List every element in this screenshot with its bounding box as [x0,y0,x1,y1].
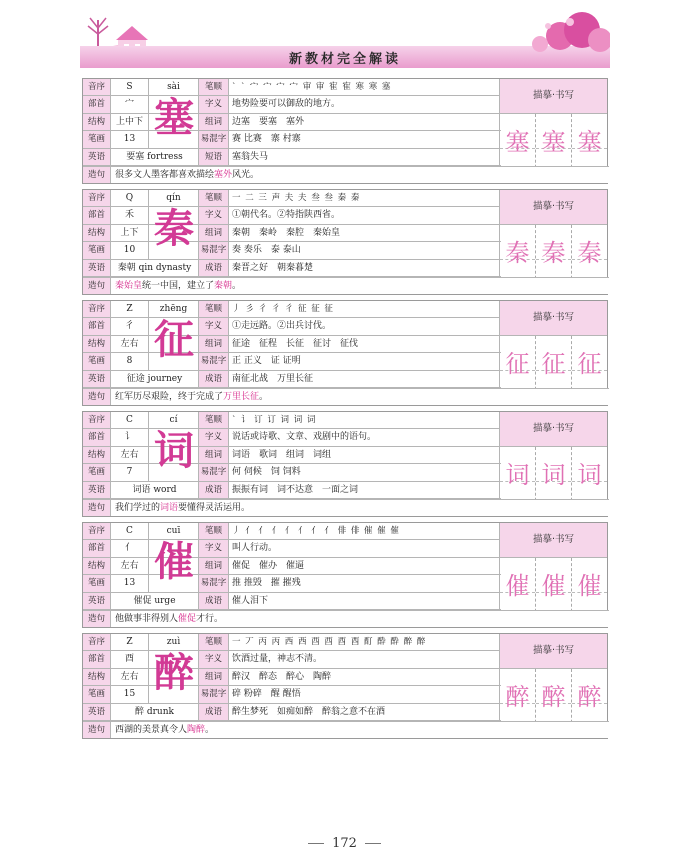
trace-character: 秦 [541,238,566,267]
value-zaoju [111,611,223,627]
label-bishun: 笔顺 [199,412,229,428]
label-phrase: 成语 [199,704,229,720]
page-title: 新教材完全解读 [288,52,401,67]
character-card [82,189,608,295]
value-yinxu: C [111,523,149,539]
zaoju-text: 我们学过的 [115,502,161,513]
label-bushou: 部首 [83,96,111,112]
label-yinxu: 音序 [83,190,111,206]
dash-left [308,843,324,844]
value-bihua: 13 [111,131,149,147]
trace-character: 词 [541,460,566,489]
value-pinyin: cuī [149,523,199,539]
card-grid [83,301,501,388]
label-yingyu: 英语 [83,704,111,720]
row-zaoju [83,499,609,516]
trace-heading: 描摹·书写 [500,634,607,669]
label-ziyi: 字义 [199,207,229,223]
big-character: 催 [154,538,194,585]
value-yingyu: 秦朝 qin dynasty [111,260,199,276]
row-bihua [83,242,501,259]
big-character: 秦 [154,205,194,252]
value-yingyu: 词语 word [111,482,199,498]
value-phrase: 秦晋之好 朝秦暮楚 [232,262,314,273]
label-zaoju: 造句 [83,722,111,738]
big-character: 词 [154,427,194,474]
label-ziyi: 字义 [199,540,229,556]
label-jiegou: 结构 [83,447,111,463]
label-bihua: 笔画 [83,131,111,147]
value-ziyi: ①朝代名。②特指陕西省。 [232,210,341,221]
value-zaoju [111,389,268,405]
trace-character: 醉 [541,682,566,711]
label-zaoju: 造句 [83,500,111,516]
value-yingyu: 征途 journey [111,371,199,387]
value-ziyi: 叫人行动。 [232,543,278,554]
label-zaoju: 造句 [83,278,111,294]
value-jiegou: 左右 [111,558,149,574]
label-yicuozi: 易混字 [199,242,229,258]
row-bushou [83,207,501,224]
value-yingyu: 催促 urge [111,593,199,609]
value-yinxu: Z [111,634,149,650]
page-number [0,836,689,851]
card-grid [83,523,501,610]
value-zaoju [111,722,214,738]
trace-character: 塞 [577,127,602,156]
value-zuci: 秦朝 秦岭 秦腔 秦始皇 [232,227,341,238]
label-ziyi: 字义 [199,429,229,445]
value-yicuozi: 正 正义 证 证明 [232,356,301,367]
value-jiegou: 左右 [111,447,149,463]
zaoju-text: 。 [205,724,215,735]
row-yinxu [83,190,501,207]
value-yinxu: Z [111,301,149,317]
row-bushou [83,651,501,668]
value-pinyin: sài [149,79,199,95]
value-bihua: 8 [111,353,149,369]
value-phrase: 南征北战 万里长征 [232,373,314,384]
card-grid [83,190,501,277]
label-ziyi: 字义 [199,651,229,667]
trace-character: 词 [505,460,530,489]
label-bihua: 笔画 [83,686,111,702]
zaoju-text: 。 [232,280,242,291]
row-bihua [83,575,501,592]
row-yingyu [83,704,501,721]
label-jiegou: 结构 [83,558,111,574]
row-zaoju [83,721,609,738]
character-card [82,633,608,739]
label-bihua: 笔画 [83,353,111,369]
row-zaoju [83,388,609,405]
dash-right [365,843,381,844]
value-phrase: 醉生梦死 如痴如醉 醉翁之意不在酒 [232,706,386,717]
value-bushou: 讠 [111,429,149,445]
label-yicuozi: 易混字 [199,575,229,591]
trace-heading: 描摹·书写 [500,79,607,114]
row-bihua [83,686,501,703]
label-zuci: 组词 [199,114,229,130]
trace-character: 催 [541,571,566,600]
zaoju-highlight: 万里长征 [223,391,260,402]
zaoju-highlight: 秦朝 [214,280,233,291]
zaoju-text: 红军历尽艰险，终于完成了 [115,391,224,402]
label-bihua: 笔画 [83,575,111,591]
value-zaoju [111,167,259,183]
trace-heading: 描摹·书写 [500,190,607,225]
label-jiegou: 结构 [83,336,111,352]
zaoju-text: 统一中国，建立了 [142,280,215,291]
row-zaoju [83,166,609,183]
value-zuci: 边塞 要塞 塞外 [232,116,305,127]
row-yingyu [83,149,501,166]
big-character: 醉 [154,649,194,696]
zaoju-highlight: 秦始皇 [115,280,143,291]
value-ziyi: 说话或诗歌、文章、戏剧中的语句。 [232,432,377,443]
row-bushou [83,540,501,557]
row-yingyu [83,482,501,499]
page-number-text: 172 [332,836,357,851]
value-zuci: 征途 征程 长征 征讨 征伐 [232,338,359,349]
label-yinxu: 音序 [83,301,111,317]
label-bihua: 笔画 [83,242,111,258]
row-zaoju [83,277,609,294]
label-zaoju: 造句 [83,611,111,627]
flower-decoration-icon [440,12,610,68]
trace-character: 塞 [541,127,566,156]
label-bishun: 笔顺 [199,301,229,317]
value-phrase: 振振有词 词不达意 一面之词 [232,484,359,495]
value-phrase: 催人泪下 [232,595,269,606]
value-ziyi: 地势险要可以御敌的地方。 [232,99,341,110]
row-bushou [83,96,501,113]
value-bihua: 15 [111,686,149,702]
value-bishun: ` 讠 订 订 词 词 词 [232,415,317,425]
label-zuci: 组词 [199,669,229,685]
value-jiegou: 上下 [111,225,149,241]
value-bushou: 彳 [111,318,149,334]
label-jiegou: 结构 [83,114,111,130]
value-pinyin: zhēng [149,301,199,317]
label-bishun: 笔顺 [199,634,229,650]
page-header [80,12,610,70]
label-zaoju: 造句 [83,389,111,405]
character-card [82,78,608,184]
value-yicuozi: 碎 粉碎 醒 醒悟 [232,689,301,700]
value-pinyin: cí [149,412,199,428]
trace-character: 醉 [505,682,530,711]
value-pinyin: zuì [149,634,199,650]
value-bishun: 丿 彡 彳 彳 彳 征 征 征 [232,304,334,314]
label-zuci: 组词 [199,447,229,463]
zaoju-highlight: 催促 [178,613,197,624]
trace-heading: 描摹·书写 [500,523,607,558]
value-bihua: 13 [111,575,149,591]
row-jiegou [83,114,501,131]
big-character: 征 [154,316,194,363]
label-bushou: 部首 [83,318,111,334]
label-yingyu: 英语 [83,593,111,609]
value-jiegou: 上中下 [111,114,149,130]
label-yingyu: 英语 [83,149,111,165]
row-yinxu [83,301,501,318]
trace-character: 征 [541,349,566,378]
row-yinxu [83,412,501,429]
row-bihua [83,353,501,370]
zaoju-text: 很多文人墨客都喜欢描绘 [115,169,215,180]
trace-character: 词 [577,460,602,489]
value-zuci: 催促 催办 催逼 [232,560,305,571]
label-yicuozi: 易混字 [199,131,229,147]
label-bishun: 笔顺 [199,523,229,539]
row-jiegou [83,447,501,464]
label-bushou: 部首 [83,429,111,445]
row-yingyu [83,260,501,277]
value-yicuozi: 推 推毁 摧 摧残 [232,578,301,589]
zaoju-highlight: 词语 [160,502,179,513]
row-yinxu [83,634,501,651]
row-yinxu [83,79,501,96]
value-yicuozi: 何 伺候 饲 饲料 [232,467,301,478]
zaoju-text: 风光。 [232,169,260,180]
row-yinxu [83,523,501,540]
label-jiegou: 结构 [83,225,111,241]
value-yinxu: S [111,79,149,95]
value-bishun: 一 二 三 声 夫 夫 叁 叁 秦 秦 [232,193,361,203]
label-yinxu: 音序 [83,412,111,428]
label-ziyi: 字义 [199,318,229,334]
trace-heading: 描摹·书写 [500,301,607,336]
value-bushou: 酉 [111,651,149,667]
card-grid [83,412,501,499]
value-zaoju [111,278,241,294]
label-phrase: 成语 [199,371,229,387]
trace-character: 秦 [505,238,530,267]
label-bushou: 部首 [83,540,111,556]
trace-character: 催 [577,571,602,600]
label-phrase: 成语 [199,593,229,609]
character-card [82,300,608,406]
label-yicuozi: 易混字 [199,464,229,480]
row-zaoju [83,610,609,627]
label-jiegou: 结构 [83,669,111,685]
card-grid [83,634,501,721]
zaoju-text: 才行。 [196,613,224,624]
value-zuci: 词语 歌词 组词 词组 [232,449,332,460]
label-bihua: 笔画 [83,464,111,480]
row-bushou [83,318,501,335]
value-yingyu: 要塞 fortress [111,149,199,165]
trace-character: 秦 [577,238,602,267]
label-yicuozi: 易混字 [199,353,229,369]
label-zuci: 组词 [199,558,229,574]
row-bihua [83,464,501,481]
zaoju-text: 要懂得灵活运用。 [178,502,251,513]
trace-character: 催 [505,571,530,600]
trace-character: 塞 [505,127,530,156]
value-yinxu: C [111,412,149,428]
value-yingyu: 醉 drunk [111,704,199,720]
zaoju-text: 西湖的美景真令人 [115,724,188,735]
big-character: 塞 [154,94,194,141]
value-ziyi: ①走远路。②出兵讨伐。 [232,321,332,332]
zaoju-text: 。 [259,391,269,402]
label-ziyi: 字义 [199,96,229,112]
row-jiegou [83,669,501,686]
label-zuci: 组词 [199,336,229,352]
zaoju-highlight: 陶醉 [187,724,206,735]
row-jiegou [83,225,501,242]
value-bushou: 宀 [111,96,149,112]
label-yicuozi: 易混字 [199,686,229,702]
row-jiegou [83,558,501,575]
row-yingyu [83,371,501,388]
trace-character: 醉 [577,682,602,711]
value-bushou: 亻 [111,540,149,556]
value-zuci: 醉汉 醉态 醉心 陶醉 [232,671,332,682]
label-zuci: 组词 [199,225,229,241]
label-bushou: 部首 [83,207,111,223]
value-jiegou: 左右 [111,336,149,352]
label-phrase: 成语 [199,260,229,276]
label-yingyu: 英语 [83,260,111,276]
value-zaoju [111,500,250,516]
trace-character: 征 [577,349,602,378]
row-bushou [83,429,501,446]
row-yingyu [83,593,501,610]
row-bihua [83,131,501,148]
value-yicuozi: 赛 比赛 寨 村寨 [232,134,301,145]
zaoju-text: 他做事非得别人 [115,613,179,624]
value-yicuozi: 奏 奏乐 泰 泰山 [232,245,301,256]
value-bihua: 10 [111,242,149,258]
label-yingyu: 英语 [83,482,111,498]
value-bishun: 一 丆 丙 丙 西 西 酉 酉 酉 酉 酊 酔 酔 醉 醉 [232,637,427,647]
character-card [82,411,608,517]
label-yinxu: 音序 [83,79,111,95]
label-bishun: 笔顺 [199,190,229,206]
value-bushou: 禾 [111,207,149,223]
value-jiegou: 左右 [111,669,149,685]
label-yingyu: 英语 [83,371,111,387]
value-bishun: ` ` 宀 宀 宀 宀 审 审 寉 寉 寒 寒 塞 [232,82,392,92]
row-jiegou [83,336,501,353]
label-zaoju: 造句 [83,167,111,183]
value-bishun: 丿 亻 亻 亻 亻 亻 亻 亻 俳 俳 催 催 催 [232,526,400,536]
label-yinxu: 音序 [83,634,111,650]
label-phrase: 短语 [199,149,229,165]
character-card [82,522,608,628]
label-phrase: 成语 [199,482,229,498]
trace-character: 征 [505,349,530,378]
value-phrase: 塞翁失马 [232,151,269,162]
card-grid [83,79,501,166]
value-yinxu: Q [111,190,149,206]
label-bushou: 部首 [83,651,111,667]
trace-heading: 描摹·书写 [500,412,607,447]
value-ziyi: 饮酒过量，神志不清。 [232,654,323,665]
value-pinyin: qín [149,190,199,206]
zaoju-highlight: 塞外 [214,169,233,180]
label-yinxu: 音序 [83,523,111,539]
value-bihua: 7 [111,464,149,480]
label-bishun: 笔顺 [199,79,229,95]
